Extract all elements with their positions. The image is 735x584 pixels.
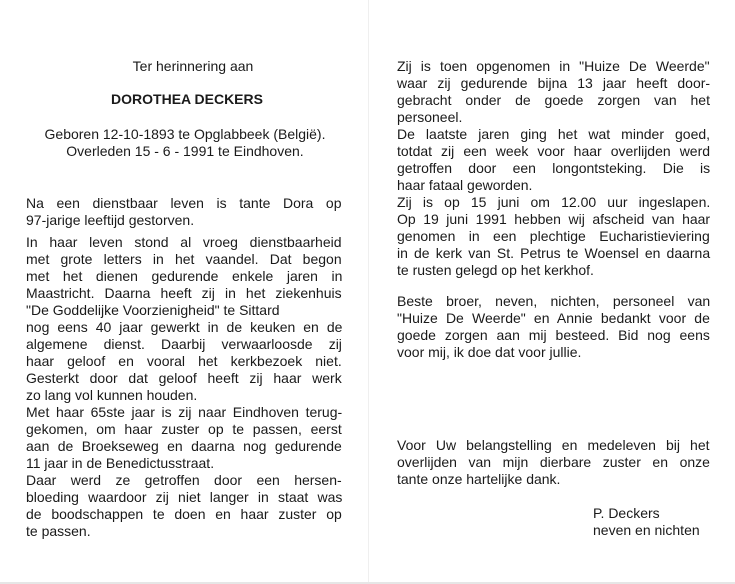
text-line: waar zij gedurende bijna 13 jaar heeft door- (397, 75, 711, 91)
text-line: Daar werd ze getroffen door een hersen- (26, 472, 342, 488)
text-line: gekomen, om haar zuster op te passen, eerst (26, 421, 342, 437)
fold-line (368, 0, 369, 584)
text-line: 97-jarige leeftijd gestorven. (26, 212, 195, 228)
text-line: Gesterkt door dat geloof heeft zij haar werk (26, 370, 342, 386)
text-line: Beste broer, neven, nichten, personeel van (397, 293, 711, 309)
text-line: voor mij, ik doe dat voor jullie. (397, 344, 582, 360)
text-line: goede zorgen aan mij besteed. Bid nog eens (397, 327, 710, 343)
text-line: Zij is toen opgenomen in "Huize De Weerde" (397, 58, 710, 74)
text-line: algemene dienst. Daarbij verwaarloosde zij (26, 336, 342, 352)
intro-line: Ter herinnering aan (132, 58, 254, 74)
text-line: "Huize De Weerde" en Annie bedankt voor de (397, 310, 710, 326)
text-line: met het dienen gedurende enkele jaren in (26, 268, 343, 284)
text-line: Zij is op 15 juni om 12.00 uur ingeslapen. (397, 194, 711, 210)
text-line: getroffen door een longontsteking. Die is (397, 160, 711, 176)
text-line: Met haar 65ste jaar is zij naar Eindhoven terug- (26, 404, 343, 420)
text-line: haar geloof en vooral het kerkbezoek niet. (26, 353, 342, 369)
text-line: Voor Uw belangstelling en medeleven bij het (397, 437, 710, 453)
text-line: te passen. (26, 523, 91, 539)
death-line: Overleden 15 - 6 - 1991 te Eindhoven. (66, 143, 304, 159)
text-line: In haar leven stond al vroeg dienstbaarheid (26, 234, 342, 250)
text-line: gebracht onder de goede zorgen van het (397, 92, 710, 108)
text-line: 11 jaar in de Benedictusstraat. (26, 455, 215, 471)
text-line: Na een dienstbaar leven is tante Dora op (26, 195, 342, 211)
text-line: totdat zij een week voor haar overlijden werd (397, 143, 711, 159)
text-line: te rusten gelegd op het kerkhof. (397, 262, 594, 278)
deceased-name: DOROTHEA DECKERS (111, 91, 263, 107)
text-line: haar fataal geworden. (397, 177, 533, 193)
text-line: overlijden van mijn dierbare zuster en onze (397, 454, 710, 470)
text-line: de boodschappen te doen en haar zuster op (26, 506, 342, 522)
text-line: Op 19 juni 1991 hebben wij afscheid van haar (397, 211, 711, 227)
text-line: aan de Broekseweg en daarna nog gedurende (26, 438, 342, 454)
text-line: in de kerk van St. Petrus te Woensel en daarna (397, 245, 711, 261)
text-line: zo lang vol kunnen houden. (26, 387, 198, 403)
signature-name: P. Deckers (593, 505, 660, 521)
text-line: tante onze hartelijke dank. (397, 471, 561, 487)
text-line: genomen in een plechtige Eucharistieviering (397, 228, 710, 244)
text-line: nog eens 40 jaar gewerkt in de keuken en de (26, 319, 343, 335)
text-line: personeel. (397, 109, 463, 125)
text-line: De laatste jaren ging het wat minder goed, (397, 126, 711, 142)
text-line: "De Goddelijke Voorzienigheid" te Sittard (26, 302, 280, 318)
text-line: met grote letters in het vaandel. Dat begon (26, 251, 342, 267)
birth-line: Geboren 12-10-1893 te Opglabbeek (België). (44, 126, 326, 142)
text-line: bloeding waardoor zij niet langer in staat was (26, 489, 343, 505)
text-line: Maastricht. Daarna heeft zij in het ziekenhuis (26, 285, 342, 301)
signature-sub: neven en nichten (593, 522, 700, 538)
